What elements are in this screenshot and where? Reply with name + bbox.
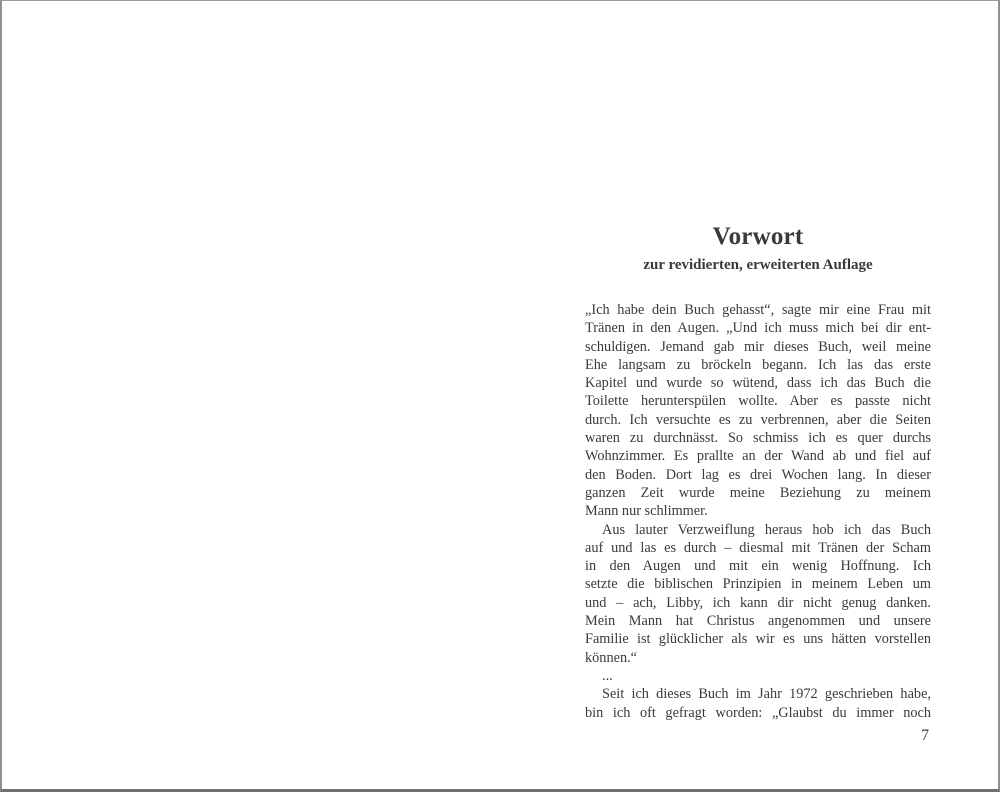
- text-line: Mann nur schlimmer.: [585, 503, 708, 520]
- text-line: in den Augen und mit ein wenig Hoffnung. Ich: [585, 558, 931, 575]
- text-line: „Ich habe dein Buch gehasst“, sagte mir eine Frau mit: [585, 302, 931, 318]
- text-line: Seit ich dieses Buch im Jahr 1972 geschrieben habe,: [602, 686, 931, 703]
- text-line: Aus lauter Verzweiflung heraus hob ich das Buch: [602, 521, 931, 538]
- chapter-title: Vorwort: [712, 223, 804, 250]
- text-line: Familie ist glücklicher als wir es uns hätten vorstellen: [585, 631, 931, 648]
- text-line: den Boden. Dort lag es drei Wochen lang. In dieser: [585, 466, 931, 483]
- text-line: ...: [602, 667, 613, 684]
- text-line: ganzen Zeit wurde meine Beziehung zu meinem: [585, 484, 931, 501]
- chapter-subtitle: zur revidierten, erweiterten Auflage: [643, 257, 873, 273]
- text-line: Tränen in den Augen. „Und ich muss mich bei dir ent-: [585, 320, 931, 337]
- text-line: Mein Mann hat Christus angenommen und unsere: [585, 613, 931, 630]
- body-text: [585, 301, 931, 722]
- text-line: schuldigen. Jemand gab mir dieses Buch, weil meine: [585, 338, 931, 355]
- text-line: Ehe langsam zu bröckeln begann. Ich las das erste: [585, 356, 931, 373]
- text-line: können.“: [585, 649, 638, 666]
- text-line: Wohnzimmer. Es prallte an der Wand ab und fiel auf: [585, 448, 931, 465]
- text-line: und – ach, Libby, ich kann dir nicht genug danken.: [585, 594, 931, 611]
- text-line: auf und las es durch – diesmal mit Tränen der Scham: [585, 539, 931, 556]
- left-page-blank: [2, 1, 502, 789]
- text-line: setzte die biblischen Prinzipien in meinem Leben um: [585, 576, 931, 593]
- text-line: waren zu durchnässt. So schmiss ich es quer durchs: [585, 430, 931, 447]
- text-line: Kapitel und wurde so wütend, dass ich das Buch die: [585, 375, 931, 392]
- text-line: Toilette herunterspülen wollte. Aber es passte nicht: [585, 393, 931, 410]
- right-page: [585, 1, 931, 789]
- page-number: 7: [921, 727, 929, 744]
- text-line: bin ich oft gefragt worden: „Glaubst du immer noch: [585, 704, 931, 721]
- text-line: durch. Ich versuchte es zu verbrennen, aber die Seiten: [585, 411, 931, 428]
